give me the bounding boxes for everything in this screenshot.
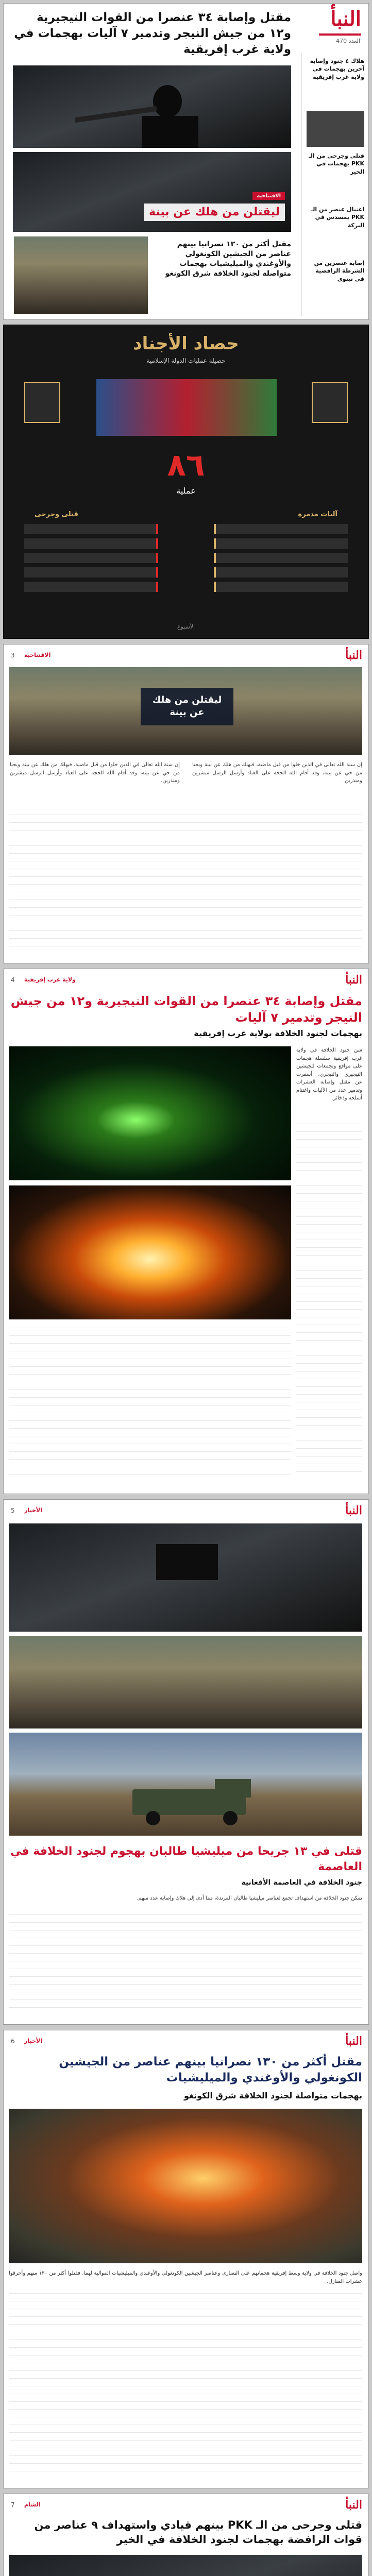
sidebar-item[interactable]: هلاك ٤ جنود وإصابة آخرين بهجمات في ولاية غرب إفريقية xyxy=(310,58,364,80)
news-photo-2 xyxy=(9,1636,362,1728)
article-text-columns xyxy=(9,2293,362,2479)
photo-caption: ليقتلن من هلك عن بينة xyxy=(144,204,285,221)
sidebar-item[interactable]: قتلى وجرحى من الـ PKK بهجمات في الخير xyxy=(309,152,364,175)
fire-photo xyxy=(9,1185,291,1319)
page-number: 4 xyxy=(11,976,15,984)
article-headline: قتلى وجرحى من الـ PKK بينهم قيادي واستهداف ٩ عناصر من قوات الرافضة بهجمات لجنود الخلافة في الخير xyxy=(34,2519,362,2546)
article-headline: قتلى في ١٣ جريحا من ميليشيا طالبان بهجوم لجنود الخلافة في العاصمة xyxy=(10,1845,362,1873)
article-text-columns xyxy=(9,1328,291,1482)
soldier-silhouette-icon xyxy=(13,65,291,148)
infographic-banner xyxy=(96,379,277,436)
page-number: 5 xyxy=(11,1507,15,1514)
page-logo: النبأ xyxy=(345,1504,362,1517)
masthead-logo: النبأ xyxy=(330,7,361,31)
infographic-title: حصاد الأجناد xyxy=(133,333,239,354)
page-logo: النبأ xyxy=(345,973,362,987)
section-tag: الأخبار xyxy=(24,1507,42,1514)
sidebar-item[interactable]: إصابة عنصرين من الشرطة الرافضية في نينوى xyxy=(314,260,364,282)
editorial-photo xyxy=(9,667,362,755)
article-text-column xyxy=(296,1118,362,1479)
cover-page xyxy=(3,3,369,320)
editorial-body: إن سنة الله تعالى في الذين خلوا من قبل ماضية، فيهلك من هلك عن بينة ويحيا من حي عن بينة، وقد أقام الله الحجة على العباد وأرسل الرسل مبشرين ومنذرين. xyxy=(192,762,362,784)
sham-page xyxy=(3,2494,369,2576)
sidebar-item[interactable]: اغتيال عنصر من الـ PKK بمسدس في البركة xyxy=(311,206,364,229)
infographic-page xyxy=(3,325,369,639)
west-africa-page xyxy=(3,969,369,1494)
editorial-body-2: إن سنة الله تعالى في الذين خلوا من قبل ماضية، فيهلك من هلك عن بينة ويحيا من حي عن بينة، وقد أقام الله الحجة على العباد وأرسل الرسل مبشرين ومنذرين. xyxy=(10,762,180,784)
editorial-text-columns xyxy=(9,815,362,954)
article-headline: مقتل أكثر من ١٣٠ نصرانيا بينهم عناصر من الجيشين الكونغولي والأوغندي والميليشيات xyxy=(59,2055,362,2085)
page-number: 6 xyxy=(11,2038,15,2045)
page-logo: النبأ xyxy=(345,2035,362,2048)
badge-right-icon xyxy=(312,382,348,423)
issue-label: العدد 470 xyxy=(336,38,360,44)
infographic-left-list xyxy=(24,524,158,606)
infographic-big-label: عملية xyxy=(176,486,196,496)
truck-icon xyxy=(9,1733,362,1836)
article-subheadline: جنود الخلافة في العاصمة الأفغانية xyxy=(241,1878,362,1887)
page-number: 7 xyxy=(11,2501,15,2509)
burning-village-photo xyxy=(9,2109,362,2263)
cover-sidebar xyxy=(301,53,368,316)
article-headline: مقتل وإصابة ٣٤ عنصرا من القوات النيجيرية و١٢ من جيش النيجر وتدمير ٧ آليات xyxy=(10,994,362,1025)
cover-lead: مقتل أكثر من ١٣٠ نصرانيا بينهم عناصر من الجيشين الكونغولي والأوغندي والميليشيات بهجمات متواصلة لجنود الخلافة شرق الكونغو xyxy=(165,240,291,278)
night-vision-photo xyxy=(9,1046,291,1180)
page-number: 3 xyxy=(11,652,15,659)
article-subheadline: بهجمات متواصلة لجنود الخلافة شرق الكونغو xyxy=(184,2091,362,2100)
photo-tag: الافتتاحية xyxy=(252,192,285,200)
cover-headline: مقتل وإصابة ٣٤ عنصرا من القوات النيجيرية و١٢ من جيش النيجر وتدمير ٧ آليات بهجمات في ولاية غرب إفريقية xyxy=(14,11,291,57)
section-tag: الأخبار xyxy=(24,2038,42,2044)
section-tag: ولاية غرب إفريقية xyxy=(24,976,76,983)
article-body: واصل جنود الخلافة في ولاية وسط إفريقية هجماتهم على النصارى وعناصر الجيشين الكونغولي والأوغندي والميليشيات الموالية لهما، فقتلوا أكثر من ١٣٠ منهم وأحرقوا عشرات المنازل. xyxy=(9,2270,362,2284)
page-logo: النبأ xyxy=(345,649,362,662)
page-logo: النبأ xyxy=(345,2498,362,2512)
congo-page xyxy=(3,2030,369,2488)
article-subheadline: بهجمات لجنود الخلافة بولاية غرب إفريقية xyxy=(194,1028,362,1038)
cover-photo-2 xyxy=(13,152,291,232)
sidebar-thumb xyxy=(307,111,364,147)
infographic-right-list xyxy=(214,524,348,606)
section-tag: الافتتاحية xyxy=(24,652,51,658)
news-photo-3 xyxy=(9,1733,362,1836)
infographic-left-heading: قتلى وجرحى xyxy=(35,511,78,518)
article-body: شن جنود الخلافة في ولاية غرب إفريقية سلسلة هجمات على مواقع وتجمعات للجيشين النيجيري والنيجري، أسفرت عن مقتل وإصابة العشرات وتدمير عدد من الآليات واغتنام أسلحة وذخائر. xyxy=(296,1047,362,1101)
section-tag: الشام xyxy=(24,2501,41,2508)
news-page xyxy=(3,1499,369,2025)
infographic-footer: الأسبوع xyxy=(177,623,195,630)
infographic-subtitle: حصيلة عمليات الدولة الإسلامية xyxy=(146,357,226,364)
infographic-big-number: ٨٦ xyxy=(167,447,205,483)
cover-photo xyxy=(13,65,291,148)
article-body: تمكن جنود الخلافة من استهداف تجمع لعناصر ميليشيا طالبان المرتدة، مما أدى إلى هلاك وإصابة عدد منهم. xyxy=(137,1895,362,1901)
editorial-photo-title: ليقتلن من هلك عن بينة xyxy=(141,688,233,725)
sham-photo-1 xyxy=(9,2555,362,2576)
logo-underline xyxy=(319,33,361,36)
editorial-page xyxy=(3,644,369,963)
cover-photo-3 xyxy=(14,236,148,314)
badge-left-icon xyxy=(24,382,60,423)
infographic-right-heading: آليات مدمرة xyxy=(298,511,337,518)
article-text-columns xyxy=(9,1912,362,2015)
news-photo-1 xyxy=(9,1523,362,1632)
